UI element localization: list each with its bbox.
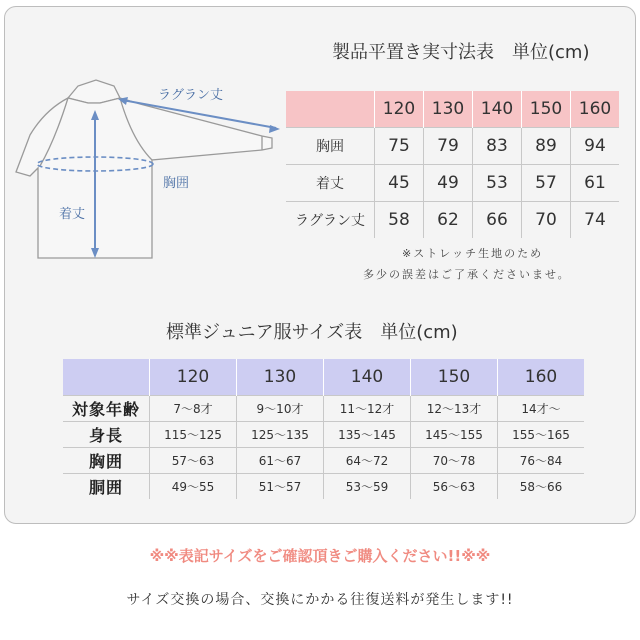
size-header: 130 [424, 91, 473, 128]
table-header-row [63, 359, 584, 396]
table-cell: 66 [473, 202, 522, 239]
table-cell: 53～59 [324, 474, 411, 500]
standard-size-table [63, 359, 584, 499]
standard-size-title: 標準ジュニア服サイズ表 単位(cm) [166, 322, 458, 343]
table-cell: 57～63 [150, 448, 237, 474]
table-cell: 125～135 [237, 422, 324, 448]
jacket-diagram [0, 0, 290, 275]
size-header: 160 [571, 91, 620, 128]
size-header: 140 [324, 359, 411, 396]
size-header: 120 [150, 359, 237, 396]
table-cell: 74 [571, 202, 620, 239]
table-cell: 45 [375, 165, 424, 202]
table-row [286, 128, 619, 165]
table-row [286, 202, 619, 239]
table-cell: 49～55 [150, 474, 237, 500]
table-cell: 145～155 [411, 422, 498, 448]
product-measurement-title: 製品平置き実寸法表 単位(cm) [332, 42, 590, 63]
table-cell: 12～13才 [411, 396, 498, 422]
size-header: 150 [411, 359, 498, 396]
size-header: 140 [473, 91, 522, 128]
size-header: 130 [237, 359, 324, 396]
table-cell: 155～165 [498, 422, 585, 448]
table-cell: 58～66 [498, 474, 585, 500]
table-cell: 57 [522, 165, 571, 202]
table-cell: 53 [473, 165, 522, 202]
table-cell: 11～12才 [324, 396, 411, 422]
size-header: 150 [522, 91, 571, 128]
row-label: 着丈 [286, 165, 375, 202]
table-cell: 94 [571, 128, 620, 165]
tolerance-note: 多少の誤差はご了承くださいませ。 [363, 268, 571, 281]
stretch-note: ※ストレッチ生地のため [402, 247, 544, 260]
table-cell: 70 [522, 202, 571, 239]
table-row [63, 396, 584, 422]
table-cell: 56～63 [411, 474, 498, 500]
table-cell: 62 [424, 202, 473, 239]
table-cell: 76～84 [498, 448, 585, 474]
table-cell: 9～10才 [237, 396, 324, 422]
length-label: 着丈 [59, 207, 86, 222]
table-cell: 58 [375, 202, 424, 239]
table-row [63, 474, 584, 500]
size-header: 120 [375, 91, 424, 128]
header-corner [286, 91, 375, 128]
table-cell: 61 [571, 165, 620, 202]
table-cell: 61～67 [237, 448, 324, 474]
table-cell: 79 [424, 128, 473, 165]
raglan-length-label: ラグラン丈 [158, 88, 224, 103]
table-header-row [286, 91, 619, 128]
table-cell: 115～125 [150, 422, 237, 448]
product-measurement-table [286, 91, 619, 238]
header-corner [63, 359, 150, 396]
table-cell: 64～72 [324, 448, 411, 474]
table-cell: 49 [424, 165, 473, 202]
table-cell: 75 [375, 128, 424, 165]
row-label: 身長 [63, 422, 150, 448]
chest-label: 胸囲 [163, 176, 190, 191]
table-cell: 14才～ [498, 396, 585, 422]
table-cell: 83 [473, 128, 522, 165]
table-cell: 51～57 [237, 474, 324, 500]
table-row [63, 448, 584, 474]
size-confirm-warning: ※※表記サイズをご確認頂きご購入ください!!※※ [149, 547, 491, 565]
table-row [286, 165, 619, 202]
row-label: 胸囲 [286, 128, 375, 165]
exchange-shipping-notice: サイズ交換の場合、交換にかかる往復送料が発生します!! [126, 592, 514, 608]
table-row [63, 422, 584, 448]
row-label: ラグラン丈 [286, 202, 375, 239]
size-header: 160 [498, 359, 585, 396]
row-label: 対象年齢 [63, 396, 150, 422]
row-label: 胴囲 [63, 474, 150, 500]
row-label: 胸囲 [63, 448, 150, 474]
table-cell: 70～78 [411, 448, 498, 474]
table-cell: 89 [522, 128, 571, 165]
table-cell: 7～8才 [150, 396, 237, 422]
table-cell: 135～145 [324, 422, 411, 448]
